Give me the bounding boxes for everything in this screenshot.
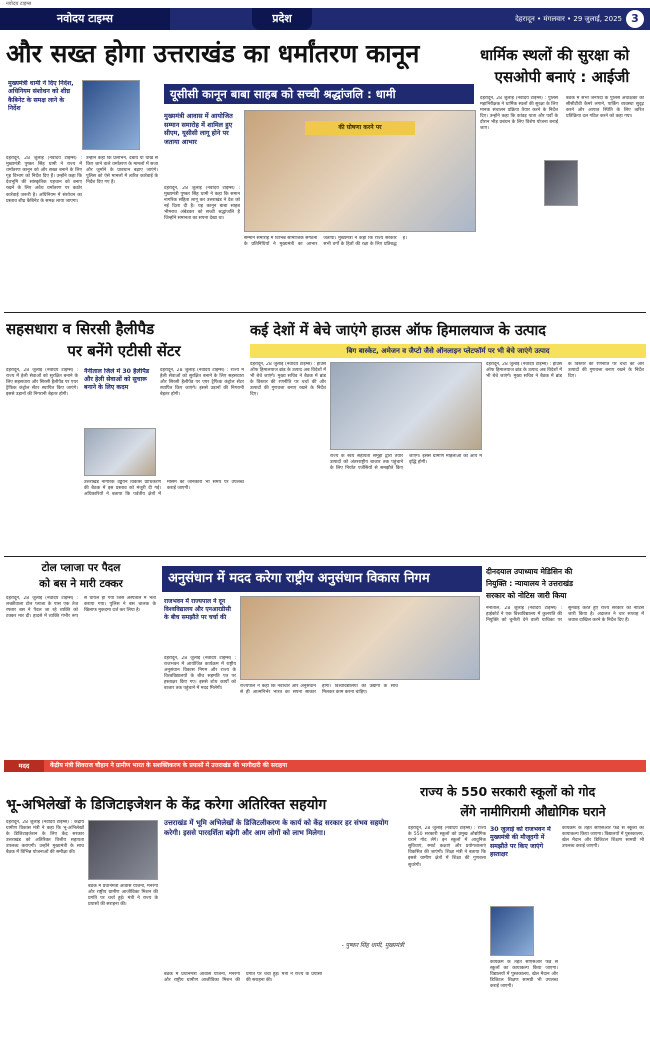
research-pull: राजभवन में राज्यपाल ने दून विश्वविद्यालय और एनआरडीसी के बीच समझौते पर चर्चा की	[164, 598, 231, 621]
meeting-photo	[330, 362, 482, 450]
schools-headline-2: लेंगे नामीगिरामी औद्योगिक घराने	[460, 804, 606, 819]
lead-headline: और सख्त होगा उत्तराखंड का धर्मांतरण कानून	[6, 39, 420, 68]
divider	[4, 312, 646, 313]
lead-body-3: देहरादून, 28 जुलाई (नवोदय टाइम्स) : मुख्यमंत्री पुष्कर सिंह धामी ने कहा कि समान नागरिक संहिता लागू कर उत्तराखंड ने देश को नई दिशा दी है। यह कानून बाबा साहब भीमराव अंबेडकर को सच्ची श्रद्धांजलि है जिन्होंने समानता का सपना देखा था।	[164, 186, 240, 222]
cm-photo	[82, 80, 140, 150]
toll-body: देहरादून, 28 जुलाई (नवोदय टाइम्स) : लच्छीवाला टोल प्लाजा के पास एक तेज रफ्तार बस ने पैदल जा रहे व्यक्ति को टक्कर मार दी। हादसे में व्यक्ति गंभीर रूप से घायल हो गया जिसे अस्पताल में भर्ती कराया गया। पुलिस ने बस चालक के खिलाफ मुकदमा दर्ज कर लिया है।	[6, 596, 156, 620]
masthead	[0, 8, 650, 30]
schools-pull: 30 जुलाई को राजभवन में मुख्यमंत्री की मौजूदगी में समझौते पर किए जाएंगे हस्ताक्षर	[490, 826, 551, 859]
atc-pull: नैनीताल जिले में 30 हैलीपैड और हेली सेवाओं को सुचारू बनाने के लिए कदम	[84, 368, 150, 392]
photo-banner-text: की घोषणा करने पर	[305, 121, 415, 135]
landrecords-body-2: बैठक में प्रधानमंत्री आवास योजना, मनरेगा और राष्ट्रीय ग्रामीण आजीविका मिशन की प्रगति पर चर्चा हुई। मंत्री ने राज्य के प्रयासों की सराहना की।	[88, 884, 158, 908]
atc-body-2: उत्तराखंड नागरिक उड्डयन विकास प्राधिकरण की बैठक में इस प्रस्ताव को मंजूरी दी गई। अधिकारियों ने बताया कि पर्वतीय क्षेत्रों में मौसम की जानकारी भी समय पर उपलब्ध कराई जाएगी।	[84, 480, 244, 498]
toll-headline-1: टोल प्लाजा पर पैदल	[41, 562, 121, 574]
atc-headline-2: पर बनेंगे एटीसी सेंटर	[67, 342, 181, 360]
lead-body-2: उन्होंने कहा कि प्रलोभन, दबाव या धोखे से किए जाने वाले धर्मांतरण के मामलों में सजा और जुर्माने के प्रावधान बढ़ाए जाएंगे। पुलिस को ऐसे मामलों में त्वरित कार्रवाई के निर्देश दिए गए हैं।	[86, 156, 158, 186]
research-photo	[240, 596, 480, 680]
vc-headline-1: दीनदयाल उपाध्याय मेडिसिन की	[486, 567, 573, 576]
dateline: देहरादून • मंगलवार • 29 जुलाई, 2025	[515, 15, 622, 23]
himalayas-deck: बिग बास्केट, अमेजन व जैप्टो जैसे ऑनलाइन प्लेटफॉर्म पर भी बेचे जाएंगे उत्पाद	[250, 344, 646, 358]
divider	[4, 556, 646, 557]
right-body-2: बैठक में सभी जनपदों के पुलिस अधीक्षकों को सीसीटीवी कैमरे लगाने, पार्किंग व्यवस्था सुदृढ़ करने और आपात स्थिति के लिए त्वरित प्रतिक्रिया दल गठित करने को कहा गया।	[566, 96, 644, 120]
lead-deck: यूसीसी कानून बाबा साहब को सच्ची श्रद्धांजलि : धामी	[164, 84, 474, 104]
vc-headline-2: नियुक्ति : न्यायालय ने उत्तराखंड	[486, 579, 573, 588]
minister-photo	[490, 906, 534, 956]
paper-name: नवोदय टाइम्स	[0, 8, 170, 30]
lead-body-4: सम्मान समारोह में विभिन्न सामाजिक संगठनों के प्रतिनिधियों ने मुख्यमंत्री का आभार जताया। मुख्यमंत्री ने कहा कि राज्य सरकार सभी वर्गों के हितों की रक्षा के लिए प्रतिबद्ध है।	[244, 236, 407, 248]
right-headline-1: धार्मिक स्थलों की सुरक्षा को	[480, 46, 630, 64]
quote-block	[164, 816, 404, 968]
schools-headline-1: राज्य के 550 सरकारी स्कूलों को गोद	[420, 784, 596, 799]
page-number: 3	[626, 10, 644, 28]
toll-headline-2: को बस ने मारी टक्कर	[39, 578, 123, 590]
ticker-text: केंद्रीय मंत्री शिवराज चौहान ने ग्रामीण भारत के सशक्तिकरण के प्रयासों में उत्तराखंड की भागीदारी की सराहना	[50, 762, 288, 769]
himalayas-body-3: देहरादून, 28 जुलाई (नवोदय टाइम्स) : हाउस ऑफ हिमालयाज ब्रांड के उत्पाद अब विदेशों में भी बेचे जाएंगे। मुख्य सचिव ने बैठक में ब्रांड के विस्तार की रणनीति पर चर्चा की और उत्पादों की गुणवत्ता बनाए रखने के निर्देश दिए।	[486, 362, 644, 380]
landrecords-body-3: बैठक में प्रधानमंत्री आवास योजना, मनरेगा और राष्ट्रीय ग्रामीण आजीविका मिशन की प्रगति पर चर्चा हुई। मंत्री ने राज्य के प्रयासों की सराहना की।	[164, 972, 322, 984]
atc-headline-1: सहसधारा व सिरसी हैलीपैड	[6, 320, 155, 338]
ticker	[4, 760, 646, 772]
schools-body-1: देहरादून, 28 जुलाई (नवोदय टाइम्स) : राज्य के 550 सरकारी स्कूलों को प्रमुख औद्योगिक घराने गोद लेंगे। इन स्कूलों में आधुनिक सुविधाएं, स्मार्ट कक्षाएं और प्रयोगशालाएं विकसित की जाएंगी। शिक्षा मंत्री ने बताया कि इससे ग्रामीण क्षेत्रों में शिक्षा की गुणवत्ता सुधरेगी।	[408, 826, 486, 868]
atc-body-3: देहरादून, 28 जुलाई (नवोदय टाइम्स) : राज्य में हेली सेवाओं को सुरक्षित बनाने के लिए सहसधारा और सिरसी हैलीपैड पर एयर ट्रैफिक कंट्रोल सेंटर स्थापित किए जाएंगे। इससे उड़ानों की निगरानी बेहतर होगी।	[160, 368, 244, 398]
himalayas-body-2: राज्य के स्वयं सहायता समूहों द्वारा तैयार उत्पादों को अंतरराष्ट्रीय बाजार तक पहुंचाने के लिए निर्यात एजेंसियों से समझौते किए जाएंगे। इससे ग्रामीण महिलाओं की आय में वृद्धि होगी।	[330, 454, 482, 472]
lead-kicker: मुख्यमंत्री धामी ने दिए निर्देश, अधिनियम संशोधन को शीघ्र कैबिनेट के समक्ष लाने के निर्देश	[8, 80, 74, 113]
atc-body-1: देहरादून, 28 जुलाई (नवोदय टाइम्स) : राज्य में हेली सेवाओं को सुरक्षित बनाने के लिए सहसधारा और सिरसी हैलीपैड पर एयर ट्रैफिक कंट्रोल सेंटर स्थापित किए जाएंगे। इससे उड़ानों की निगरानी बेहतर होगी।	[6, 368, 78, 398]
right-headline-2: एसओपी बनाएं : आईजी	[494, 68, 630, 86]
research-body-1: देहरादून, 28 जुलाई (नवोदय टाइम्स) : राजभवन में आयोजित कार्यक्रम में राष्ट्रीय अनुसंधान विकास निगम और राज्य के विश्वविद्यालयों के बीच सहमति पत्र पर हस्ताक्षर किए गए। इससे शोध कार्यों को बाजार तक पहुंचाने में मदद मिलेगी।	[164, 656, 236, 692]
topline: नवोदय टाइम्स	[6, 1, 32, 7]
section-tab: प्रदेश	[252, 8, 312, 30]
lead-pull-quote: मुख्यमंत्री आवास में आयोजित सम्मान समारोह में शामिल हुए सीएम, यूसीसी लागू होने पर जताया आभार	[164, 112, 233, 146]
atc-photo	[84, 428, 156, 476]
ticker-label: मदद	[4, 760, 44, 772]
research-body-2: राज्यपाल ने कहा कि नवाचार और अनुसंधान से ही आत्मनिर्भर भारत का सपना साकार होगा। विश्वविद्यालयों को उद्योगों के साथ मिलकर काम करना चाहिए।	[240, 684, 398, 696]
vc-body: नैनीताल, 28 जुलाई (नवोदय टाइम्स) : हाईकोर्ट ने एक विश्वविद्यालय में कुलपति की नियुक्ति को चुनौती देने वाली याचिका पर सुनवाई करते हुए राज्य सरकार को नोटिस जारी किया है। अदालत ने चार सप्ताह में जवाब दाखिल करने के निर्देश दिए हैं।	[486, 606, 644, 624]
vc-headline-3: सरकार को नोटिस जारी किया	[486, 591, 567, 600]
right-body-1: देहरादून, 28 जुलाई (नवोदय टाइम्स) : पुलिस महानिरीक्षक ने धार्मिक स्थलों की सुरक्षा के लिए मानक संचालन प्रक्रिया तैयार करने के निर्देश दिए। उन्होंने कहा कि कांवड़ यात्रा और पर्वों के दौरान भीड़ प्रबंधन के लिए विशेष योजना बनाई जाए।	[480, 96, 558, 132]
landrecords-body-1: देहरादून, 28 जुलाई (नवोदय टाइम्स) : केंद्रीय ग्रामीण विकास मंत्री ने कहा कि भू-अभिलेखों के डिजिटाइजेशन के लिए केंद्र सरकार उत्तराखंड को अतिरिक्त वित्तीय सहायता उपलब्ध कराएगी। उन्होंने मुख्यमंत्री के साथ बैठक में विभिन्न योजनाओं की समीक्षा की।	[6, 820, 84, 856]
lead-body-1: देहरादून, 28 जुलाई (नवोदय टाइम्स) : मुख्यमंत्री पुष्कर सिंह धामी ने राज्य में धर्मांतरण कानून को और सख्त बनाने के लिए गृह विभाग को निर्देश दिए हैं। उन्होंने कहा कि देवभूमि की सांस्कृतिक पहचान को बनाए रखने के लिए अवैध धर्मांतरण पर कठोर कार्रवाई जरूरी है। अधिनियम में संशोधन का प्रस्ताव शीघ्र कैबिनेट के समक्ष लाया जाएगा।	[6, 156, 82, 204]
landrecords-headline: भू-अभिलेखों के डिजिटाइजेशन के केंद्र करेगा अतिरिक्त सहयोग	[6, 797, 327, 813]
schools-body-3: कार्यक्रम के तहत सीएसआर फंड से स्कूलों का कायाकल्प किया जाएगा। विद्यालयों में पुस्तकालय, खेल मैदान और डिजिटल शिक्षण सामग्री भी उपलब्ध कराई जाएगी।	[562, 826, 644, 850]
research-headline: अनुसंधान में मदद करेगा राष्ट्रीय अनुसंधान विकास निगम	[162, 566, 482, 592]
ceremony-photo	[244, 110, 476, 232]
himalayas-headline: कई देशों में बेचे जाएंगे हाउस ऑफ हिमालयाज के उत्पाद	[250, 323, 546, 339]
himalayas-body-1: देहरादून, 28 जुलाई (नवोदय टाइम्स) : हाउस ऑफ हिमालयाज ब्रांड के उत्पाद अब विदेशों में भी बेचे जाएंगे। मुख्य सचिव ने बैठक में ब्रांड के विस्तार की रणनीति पर चर्चा की और उत्पादों की गुणवत्ता बनाए रखने के निर्देश दिए।	[250, 362, 326, 398]
laptop-photo	[88, 820, 158, 880]
schools-body-2: कार्यक्रम के तहत सीएसआर फंड से स्कूलों का कायाकल्प किया जाएगा। विद्यालयों में पुस्तकालय, खेल मैदान और डिजिटल शिक्षण सामग्री भी उपलब्ध कराई जाएगी।	[490, 960, 558, 990]
quote-text: उत्तराखंड में भूमि अभिलेखों के डिजिटलीकरण के कार्य को केंद्र सरकार हर संभव सहयोग करेगी। इससे पारदर्शिता बढ़ेगी और आम लोगों को लाभ मिलेगा।	[164, 819, 389, 837]
quote-attribution: - पुष्कर सिंह धामी, मुख्यमंत्री	[341, 942, 404, 949]
